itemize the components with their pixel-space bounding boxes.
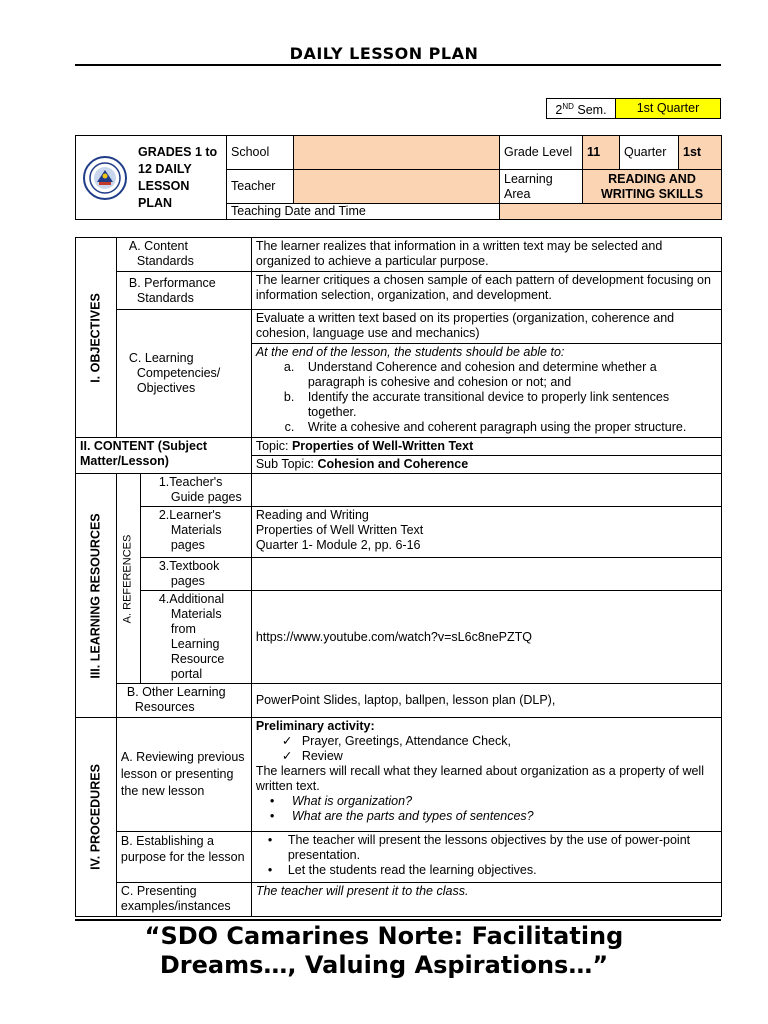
bullet-icon: • <box>267 833 273 847</box>
presenting-value: The teacher will present it to the class. <box>251 883 721 917</box>
semester-box <box>546 98 721 119</box>
lesson-objectives <box>251 344 721 438</box>
procedures-section: IV. PROCEDURES <box>76 718 117 917</box>
textbook-value <box>251 558 721 591</box>
objective-item: b. Identify the accurate transitional device to properly link sentences together. <box>298 390 717 420</box>
bullet-icon: • <box>269 809 275 823</box>
school-field[interactable] <box>294 136 500 170</box>
performance-standards-value: The learner critiques a chosen sample of each pattern of development focusing on information selection, organization, and development. <box>251 272 721 310</box>
performance-standards-label: B. Performance Standards <box>116 272 251 310</box>
review-questions <box>256 794 717 824</box>
quarter-cell: 1st Quarter <box>616 99 721 119</box>
purpose-item: • The teacher will present the lessons objectives by the use of power-point presentation. <box>267 833 691 862</box>
textbook-label: 3.Textbook pages <box>140 558 251 591</box>
quarter-label: Quarter <box>620 136 679 170</box>
objective-item: a. Understand Coherence and cohesion and determine whether a paragraph is cohesive and cohesion or not; and <box>298 360 717 390</box>
footer-motto <box>0 922 768 980</box>
grades-label: GRADES 1 to 12 DAILY LESSON PLAN <box>134 136 227 220</box>
question-item: • What is organization? <box>269 794 413 808</box>
topic-cell: Topic: Properties of Well-Written Text <box>251 438 721 456</box>
document-title: DAILY LESSON PLAN <box>289 44 479 63</box>
presenting-label: C. Presenting examples/instances <box>116 883 251 917</box>
learning-area-label: Learning Area <box>500 170 583 204</box>
learning-competencies-label: C. Learning Competencies/ Objectives <box>116 310 251 438</box>
purpose-item: • Let the students read the learning objectives. <box>267 863 537 877</box>
subtopic-cell: Sub Topic: Cohesion and Coherence <box>251 456 721 474</box>
title-rule <box>75 64 721 66</box>
purpose-label: B. Establishing a purpose for the lesson <box>116 832 251 883</box>
date-label: Teaching Date and Time <box>227 204 500 220</box>
school-label: School <box>227 136 294 170</box>
check-item: ✓ Prayer, Greetings, Attendance Check, <box>281 734 511 748</box>
learning-area-value[interactable]: READING AND WRITING SKILLS <box>583 170 722 204</box>
check-icon: ✓ <box>281 734 293 748</box>
additional-materials-link[interactable]: https://www.youtube.com/watch?v=sL6c8nePZTQ <box>251 591 721 684</box>
footer-rule <box>75 919 721 921</box>
preliminary-checklist <box>256 734 717 764</box>
reviewing-value <box>251 718 721 832</box>
semester-cell: 2ND Sem. <box>547 99 616 119</box>
check-icon: ✓ <box>281 749 293 763</box>
recall-text: The learners will recall what they learned about organization as a property of well written text. <box>255 764 704 793</box>
preliminary-heading: Preliminary activity: <box>255 719 375 733</box>
grade-level-label: Grade Level <box>500 136 583 170</box>
references-label: A. REFERENCES <box>116 474 140 684</box>
teacher-label: Teacher <box>227 170 294 204</box>
bullet-icon: • <box>267 863 273 877</box>
content-section-label: II. CONTENT (Subject Matter/Lesson) <box>76 438 252 474</box>
grade-level-value[interactable]: 11 <box>583 136 620 170</box>
teachers-guide-label: 1.Teacher's Guide pages <box>140 474 251 507</box>
objectives-section: I. OBJECTIVES <box>76 238 117 438</box>
objectives-list <box>256 360 717 435</box>
other-resources-value: PowerPoint Slides, laptop, ballpen, lesson plan (DLP), <box>251 684 721 718</box>
quarter-value[interactable]: 1st <box>679 136 722 170</box>
learning-competencies-value: Evaluate a written text based on its properties (organization, coherence and cohesion, language use and mechanics) <box>251 310 721 344</box>
teacher-field[interactable] <box>294 170 500 204</box>
lesson-table <box>75 237 722 917</box>
topic-value: Properties of Well-Written Text <box>291 439 474 453</box>
logo-cell <box>76 136 135 220</box>
question-item: • What are the parts and types of sentences? <box>269 809 534 823</box>
objective-item: c. Write a cohesive and coherent paragraph using the proper structure. <box>298 420 717 435</box>
purpose-list <box>256 833 717 878</box>
check-item: ✓ Review <box>281 749 343 763</box>
additional-materials-label: 4.Additional Materials from Learning Resource portal <box>140 591 251 684</box>
resources-section: III. LEARNING RESOURCES <box>76 474 117 718</box>
learners-materials-value: Reading and Writing Properties of Well Written Text Quarter 1- Module 2, pp. 6-16 <box>251 507 721 558</box>
teachers-guide-value <box>251 474 721 507</box>
content-standards-label: A. Content Standards <box>116 238 251 272</box>
footer-line-1: “SDO Camarines Norte: Facilitating <box>144 922 624 950</box>
bullet-icon: • <box>269 794 275 808</box>
content-standards-value: The learner realizes that information in a written text may be selected and organized to achieve a particular purpose. <box>251 238 721 272</box>
header-table <box>75 135 722 220</box>
footer-line-2: Dreams…, Valuing Aspirations…” <box>159 951 609 979</box>
date-field[interactable] <box>500 204 722 220</box>
deped-seal-icon <box>83 156 127 200</box>
purpose-value <box>251 832 721 883</box>
objectives-intro: At the end of the lesson, the students should be able to: <box>255 345 565 359</box>
subtopic-value: Cohesion and Coherence <box>317 457 469 471</box>
reviewing-label: A. Reviewing previous lesson or presenting the new lesson <box>116 718 251 832</box>
other-resources-label: B. Other Learning Resources <box>116 684 251 718</box>
learners-materials-label: 2.Learner's Materials pages <box>140 507 251 558</box>
